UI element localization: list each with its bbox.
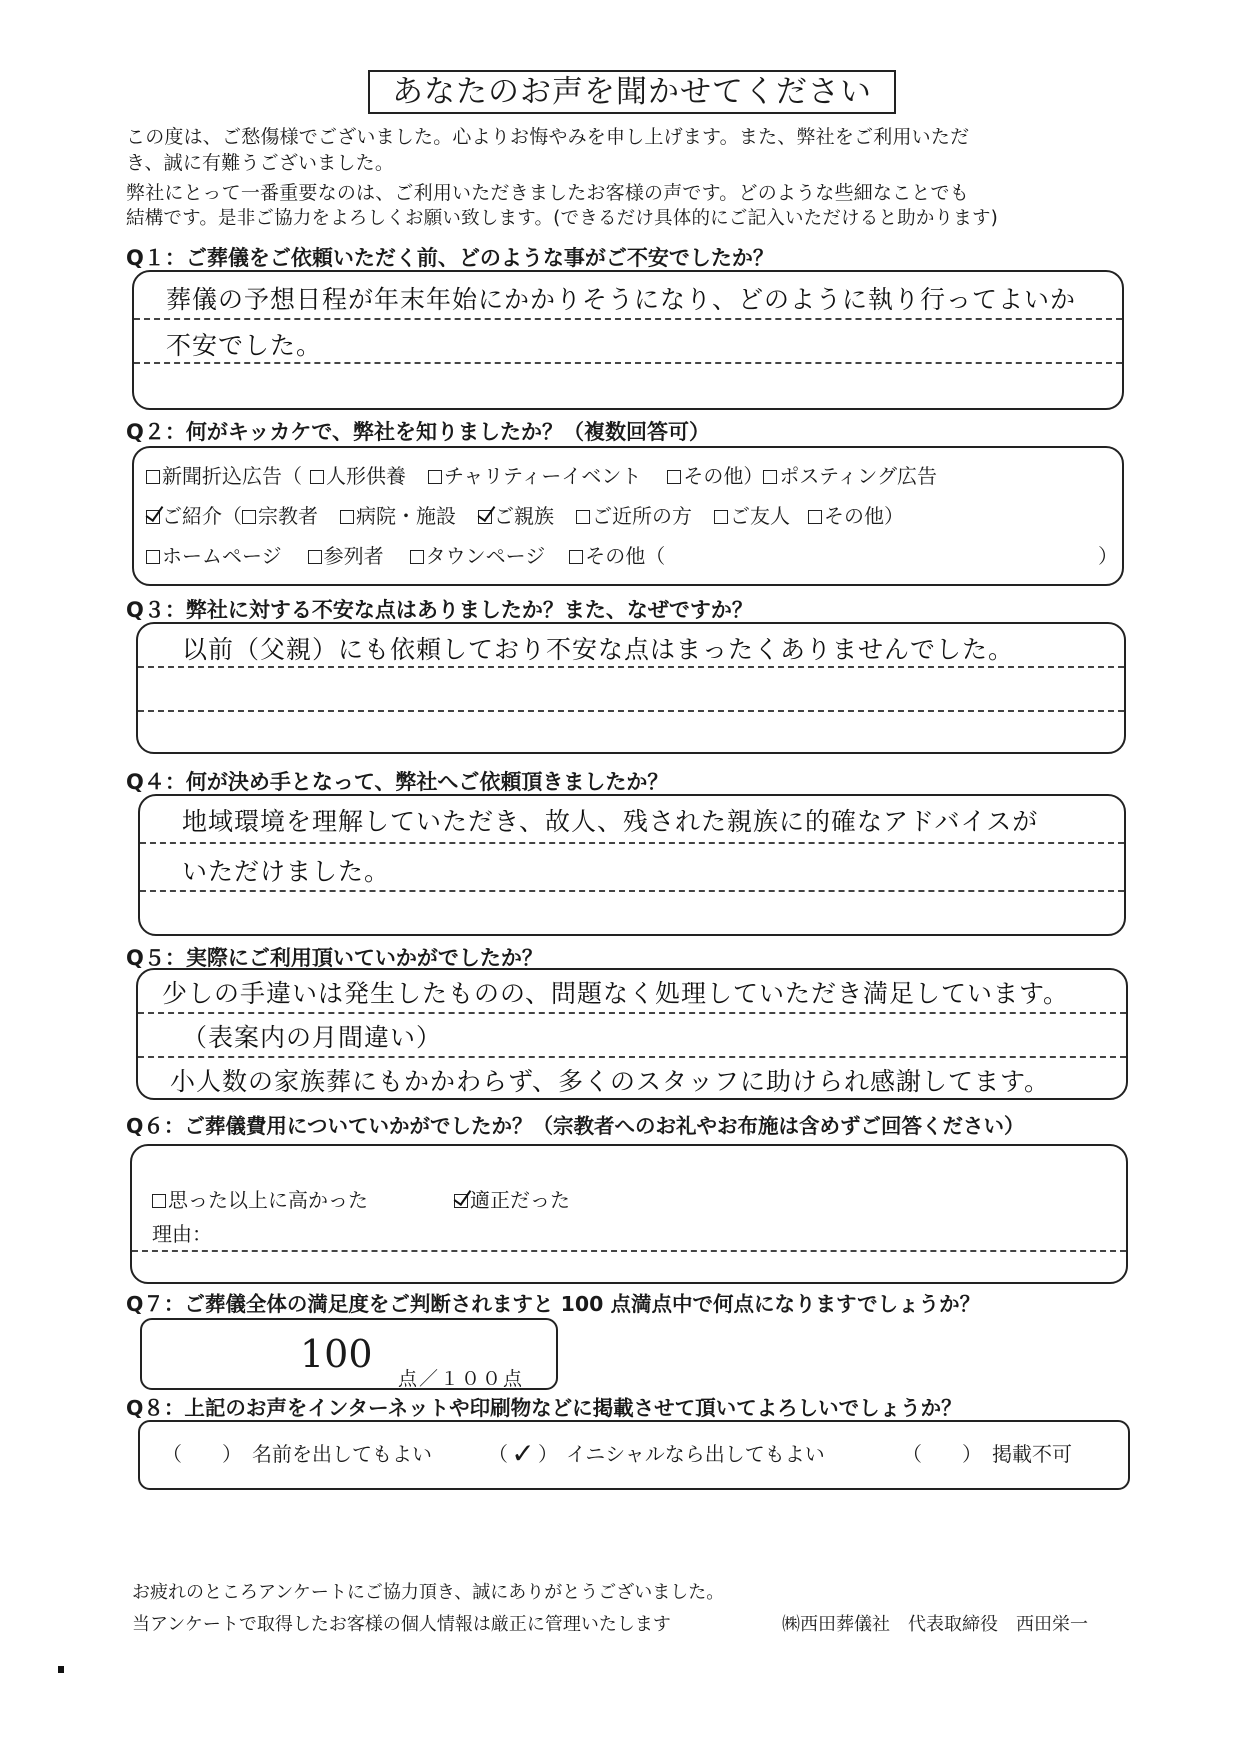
q2-byoin-option[interactable]: 病院・施設 [340,504,456,528]
q2-shokai-option[interactable]: ご紹介（ [146,504,242,528]
q2-shukyo-option[interactable]: 宗教者 [242,504,318,528]
q2-shinbun-option[interactable]: 新聞折込広告（ [146,464,302,488]
checkbox[interactable] [146,470,160,484]
q2-yujin-option[interactable]: ご友人 [714,504,790,528]
q5-answer-line-2: （表案内の月間違い） [182,1023,443,1052]
q4-answer-line-2: いただけました。 [182,857,391,886]
q3-rule-2 [138,710,1124,712]
intro-line-3: 弊社にとって一番重要なのは、ご利用いただきましたお客様の声です。どのような些細なことでも [126,182,969,204]
q1-answer-line-2: 不安でした。 [166,331,323,360]
q2-ningyo-option[interactable]: 人形供養 [310,464,406,488]
q2-sonota3-close: ） [1098,544,1118,568]
q6-reason-label: 理由： [152,1222,212,1246]
q5-question: Q５：実際にご利用頂いていかがでしたか？ [126,946,543,970]
checkbox-checked[interactable] [454,1194,468,1208]
page-title: あなたのお声を聞かせてください [368,70,896,114]
checkbox[interactable] [152,1194,166,1208]
q6-question: Q６：ご葬儀費用についていかがでしたか？（宗教者へのお礼やお布施は含めずご回答ください） [126,1114,1025,1138]
checkbox[interactable] [763,470,777,484]
footer-privacy: 当アンケートで取得したお客様の個人情報は厳正に管理いたします [132,1614,671,1635]
q1-rule-1 [134,318,1122,320]
q4-answer-line-1: 地域環境を理解していただき、故人、残された親族に的確なアドバイスが [182,807,1039,836]
checkbox-checked[interactable] [146,510,160,524]
scan-mark [58,1666,64,1673]
q7-score-value: 100 [300,1332,373,1376]
q8-option-name[interactable]: （ ） 名前を出してもよい [162,1442,432,1466]
checkbox[interactable] [667,470,681,484]
q7-score-unit: 点／１００点 [398,1368,525,1390]
q4-rule-2 [140,890,1124,892]
checkbox[interactable] [146,550,160,564]
checkbox[interactable] [340,510,354,524]
checkbox[interactable] [310,470,324,484]
q3-answer-line-1: 以前（父親）にも依頼しており不安な点はまったくありませんでした。 [182,635,1015,664]
checkbox[interactable] [808,510,822,524]
q2-homepage-option[interactable]: ホームページ [146,544,282,568]
q2-row-1 [146,462,937,490]
q2-posting-option[interactable]: ポスティング広告 [763,464,937,488]
q6-option-high[interactable]: 思った以上に高かった [152,1186,368,1214]
q6-option-fair[interactable]: 適正だった [454,1186,570,1214]
q2-sonota2-option[interactable]: その他） [808,504,904,528]
footer-thanks: お疲れのところアンケートにご協力頂き、誠にありがとうございました。 [132,1582,725,1603]
checkbox[interactable] [308,550,322,564]
checkbox[interactable] [242,510,256,524]
q2-townpage-option[interactable]: タウンページ [410,544,546,568]
q1-question: Q１：ご葬儀をご依頼いただく前、どのような事がご不安でしたか？ [126,246,774,270]
q5-answer-line-3: 小人数の家族葬にもかかわらず、多くのスタッフに助けられ感謝してます。 [170,1067,1051,1096]
q7-question: Q７：ご葬儀全体の満足度をご判断されますと 100 点満点中で何点になりますでしょうか？ [126,1292,981,1316]
q2-shinzoku-option[interactable]: ご親族 [478,504,554,528]
q2-kinjo-option[interactable]: ご近所の方 [576,504,692,528]
checkbox-checked[interactable] [478,510,492,524]
q2-sonota1-option[interactable]: その他） [667,464,763,488]
q2-row-3 [146,542,665,570]
q8-option-decline[interactable]: （ ） 掲載不可 [902,1442,1072,1466]
q3-question: Q３：弊社に対する不安な点はありましたか？また、なぜですか？ [126,598,753,622]
q6-rule [132,1250,1126,1252]
intro-line-1: この度は、ご愁傷様でございました。心よりお悔やみを申し上げます。また、弊社をご利用いただ [126,126,970,148]
checkbox[interactable] [569,550,583,564]
q3-rule-1 [138,666,1124,668]
intro-line-4: 結構です。是非ご協力をよろしくお願い致します。(できるだけ具体的にご記入いただけると助かります) [126,208,999,229]
checkbox[interactable] [576,510,590,524]
q2-sonota3-option[interactable]: その他（ [569,544,665,568]
q6-answer-box [130,1144,1128,1284]
q5-rule-2 [138,1056,1126,1058]
q8-question: Q８：上記のお声をインターネットや印刷物などに掲載させて頂いてよろしいでしょうか？ [126,1396,962,1420]
q2-question: Q２：何がキッカケで、弊社を知りましたか？（複数回答可） [126,420,711,444]
q5-rule-1 [138,1012,1126,1014]
q1-answer-line-1: 葬儀の予想日程が年末年始にかかりそうになり、どのように執り行ってよいか [166,285,1077,314]
q8-option-initial[interactable]: （ ✓ ） イニシャルなら出してもよい [488,1437,825,1470]
q2-charity-option[interactable]: チャリティーイベント [428,464,641,488]
checkbox[interactable] [410,550,424,564]
check-mark-icon: ✓ [511,1437,535,1470]
checkbox[interactable] [714,510,728,524]
checkbox[interactable] [428,470,442,484]
q4-rule-1 [140,842,1124,844]
intro-line-2: き、誠に有難うございました。 [126,152,395,174]
footer-company: ㈱西田葬儀社 代表取締役 西田栄一 [782,1614,1088,1635]
q2-sanretsu-option[interactable]: 参列者 [308,544,384,568]
q4-question: Q４：何が決め手となって、弊社へご依頼頂きましたか？ [126,770,669,794]
q2-row-2 [146,502,904,530]
q1-rule-2 [134,362,1122,364]
q5-answer-line-1: 少しの手違いは発生したものの、問題なく処理していただき満足しています。 [162,979,1070,1008]
